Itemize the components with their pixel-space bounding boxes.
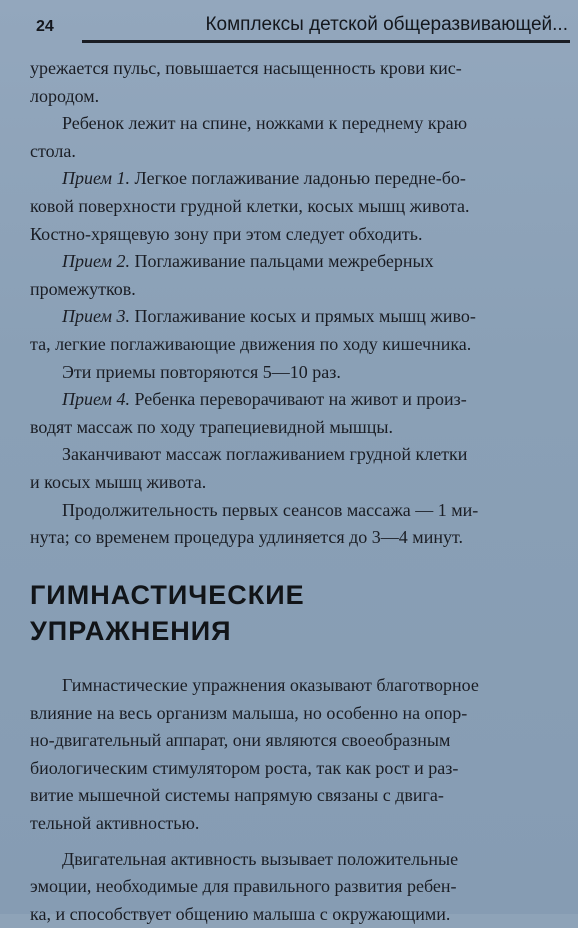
section-title <box>30 577 555 649</box>
section-paragraph-1 <box>30 672 555 838</box>
technique-label: Прием 2. <box>62 251 131 272</box>
page-header <box>0 0 578 46</box>
text-line: та, легкие поглаживающие движения по ходу кишечника. <box>30 333 472 354</box>
section-paragraph-2 <box>30 846 555 928</box>
text-line: но-двигательный аппарат, они являются своеобразным <box>30 730 451 751</box>
text-line: нута; со временем процедура удлиняется до 3—4 минут. <box>30 527 463 548</box>
text-line: биологическим стимулятором роста, так как рост и раз- <box>30 757 459 778</box>
text-line: стола. <box>30 140 76 161</box>
section-heading-block <box>30 577 555 649</box>
text-line: лородом. <box>30 85 100 106</box>
text-line: Ребенок лежит на спине, ножками к переднему краю <box>62 113 468 134</box>
paragraph-repeat <box>30 359 555 387</box>
text-line: ковой поверхности грудной клетки, косых мышц живота. <box>30 195 470 216</box>
paragraph-technique-4 <box>30 386 555 441</box>
text-line: Поглаживание пальцами межреберных <box>130 251 434 272</box>
text-line: урежается пульс, повышается насыщенность крови кис- <box>30 58 462 78</box>
technique-label: Прием 4. <box>62 389 131 410</box>
running-title: Комплексы детской общеразвивающей... <box>205 14 568 35</box>
section-title-line: УПРАЖНЕНИЯ <box>30 616 232 646</box>
paragraph-2 <box>30 110 555 165</box>
text-line: Продолжительность первых сеансов массажа — 1 ми- <box>62 499 479 520</box>
section-text <box>30 672 555 928</box>
text-line: эмоции, необходимые для правильного развития ребен- <box>30 876 457 897</box>
technique-label: Прием 3. <box>62 306 131 327</box>
paragraph-duration <box>30 497 555 552</box>
header-rule <box>82 40 570 43</box>
text-line: Двигательная активность вызывает положительные <box>62 848 459 869</box>
text-line: водят массаж по ходу трапециевидной мышцы. <box>30 416 393 437</box>
paragraph-1 <box>30 55 555 110</box>
text-line: витие мышечной системы напрямую связаны с двига- <box>30 785 444 806</box>
text-line: влияние на весь организм малыша, но особенно на опор- <box>30 702 468 723</box>
text-line: Гимнастические упражнения оказывают благотворное <box>62 675 479 695</box>
text-line: Поглаживание косых и прямых мышц живо- <box>130 306 476 327</box>
paragraph-technique-3 <box>30 303 555 358</box>
paragraph-technique-1 <box>30 165 555 248</box>
text-line: Легкое поглаживание ладонью передне-бо- <box>130 168 466 189</box>
paragraph-gap <box>30 838 555 846</box>
text-line: Заканчивают массаж поглаживанием грудной клетки <box>62 444 468 465</box>
page-number: 24 <box>36 18 54 35</box>
paragraph-finish <box>30 441 555 496</box>
paragraph-technique-2 <box>30 248 555 303</box>
main-text <box>30 55 555 552</box>
text-line: промежутков. <box>30 278 136 299</box>
text-line: Эти приемы повторяются 5—10 раз. <box>62 361 341 382</box>
text-line: Костно-хрящевую зону при этом следует обходить. <box>30 223 423 244</box>
text-line: тельной активностью. <box>30 812 200 833</box>
section-title-line: ГИМНАСТИЧЕСКИЕ <box>30 580 305 610</box>
text-line: ка, и способствует общению малыша с окружающими. <box>30 903 451 924</box>
text-line: Ребенка переворачивают на живот и произ- <box>130 389 467 410</box>
technique-label: Прием 1. <box>62 168 131 189</box>
text-line: и косых мышц живота. <box>30 471 207 492</box>
